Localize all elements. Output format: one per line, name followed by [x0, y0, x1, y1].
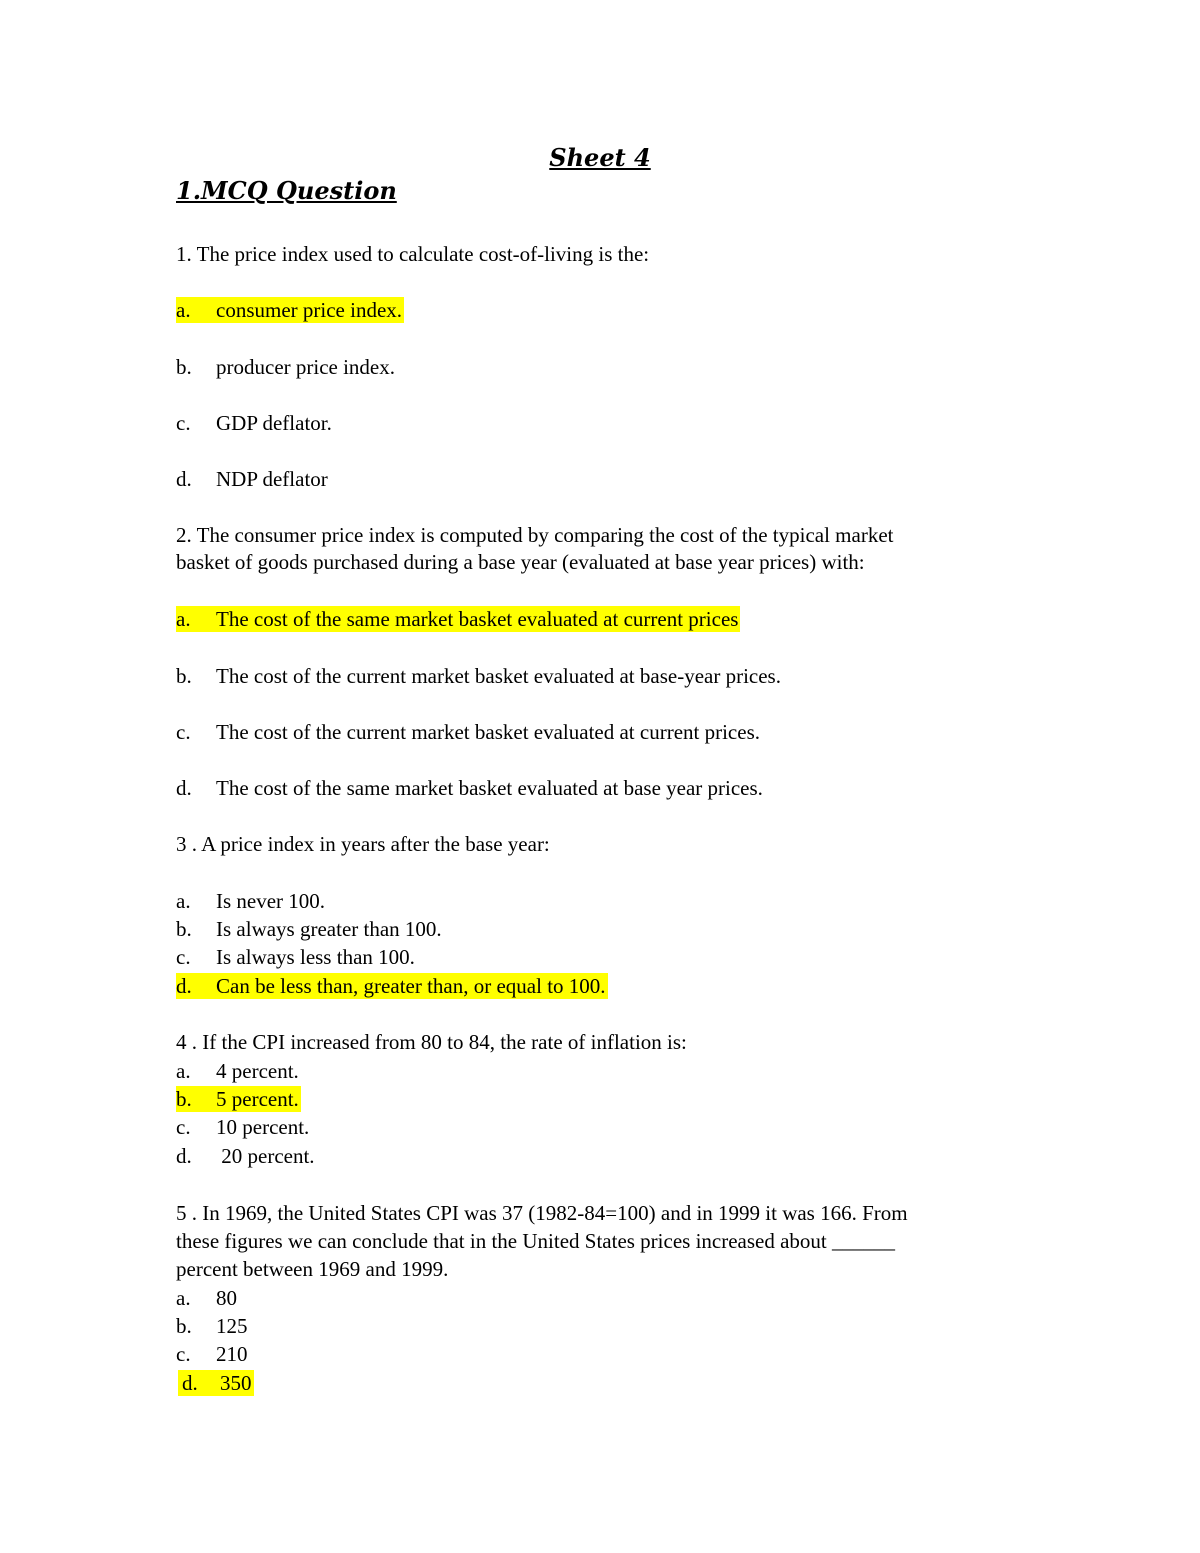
- question-4-stem: 4 . If the CPI increased from 80 to 84, the rate of inflation is:: [176, 1030, 687, 1054]
- option-text: The cost of the same market basket evaluated at current prices: [216, 607, 739, 631]
- option-text: 125: [216, 1314, 248, 1338]
- option-letter: d.: [176, 776, 192, 800]
- option-text: Is always less than 100.: [216, 945, 415, 969]
- option-letter: d.: [176, 467, 192, 491]
- option-text: 4 percent.: [216, 1059, 299, 1083]
- option-text: producer price index.: [216, 355, 396, 379]
- option-letter: c.: [176, 1115, 191, 1139]
- section-heading: 1.MCQ Question: [176, 176, 397, 205]
- option-text: 350: [220, 1371, 252, 1395]
- question-5-stem-line-1: 5 . In 1969, the United States CPI was 37 (1982-84=100) and in 1999 it was 166. From: [176, 1201, 908, 1225]
- option-text: Can be less than, greater than, or equal to 100.: [216, 974, 606, 998]
- question-5-option-a: [176, 1285, 237, 1311]
- option-text: 20 percent.: [216, 1144, 315, 1168]
- option-letter: b.: [176, 1087, 192, 1111]
- option-text: 80: [216, 1286, 237, 1310]
- question-2-option-c: [176, 719, 760, 745]
- option-letter: c.: [176, 720, 191, 744]
- option-text: The cost of the current market basket evaluated at current prices.: [216, 720, 761, 744]
- question-1-option-d: [176, 466, 328, 492]
- option-letter: b.: [176, 1314, 192, 1338]
- option-text: 5 percent.: [216, 1087, 299, 1111]
- question-3-option-d: [176, 973, 608, 999]
- question-2-stem-line-2: basket of goods purchased during a base year (evaluated at base year prices) with:: [176, 550, 865, 574]
- option-letter: d.: [176, 1144, 192, 1168]
- question-5-option-b: [176, 1313, 248, 1339]
- option-letter: c.: [176, 411, 191, 435]
- option-text: Is never 100.: [216, 889, 326, 913]
- question-4-option-c: [176, 1114, 309, 1140]
- option-text: Is always greater than 100.: [216, 917, 442, 941]
- option-letter: c.: [176, 945, 191, 969]
- option-letter: b.: [176, 355, 192, 379]
- option-text: 210: [216, 1342, 248, 1366]
- option-letter: a.: [176, 298, 191, 322]
- question-3-stem: 3 . A price index in years after the base year:: [176, 832, 550, 856]
- option-letter: c.: [176, 1342, 191, 1366]
- option-text: consumer price index.: [216, 298, 403, 322]
- option-letter: a.: [176, 607, 191, 631]
- option-text: 10 percent.: [216, 1115, 310, 1139]
- option-text: GDP deflator.: [216, 411, 332, 435]
- question-5-stem-line-3: percent between 1969 and 1999.: [176, 1257, 449, 1281]
- question-1-option-b: [176, 354, 395, 380]
- option-letter: d.: [176, 974, 192, 998]
- option-letter: b.: [176, 917, 192, 941]
- question-5-option-c: [176, 1341, 248, 1367]
- option-letter: a.: [176, 1286, 191, 1310]
- question-2-option-d: [176, 775, 763, 801]
- question-2-stem-line-1: 2. The consumer price index is computed by comparing the cost of the typical market: [176, 523, 894, 547]
- option-letter: a.: [176, 1059, 191, 1083]
- question-5-stem-line-2: these figures we can conclude that in the United States prices increased about ______: [176, 1229, 896, 1253]
- question-3-option-a: [176, 888, 325, 914]
- question-4-option-a: [176, 1058, 299, 1084]
- option-letter: b.: [176, 664, 192, 688]
- question-4-option-b: [176, 1086, 301, 1112]
- option-text: NDP deflator: [216, 467, 328, 491]
- option-letter: d.: [182, 1371, 198, 1395]
- question-5-option-d: [178, 1370, 254, 1396]
- question-2-option-b: [176, 663, 781, 689]
- question-1-option-a: [176, 297, 404, 323]
- option-text: The cost of the same market basket evaluated at base year prices.: [216, 776, 763, 800]
- question-2-option-a: [176, 606, 740, 632]
- question-4-option-d: [176, 1143, 315, 1169]
- question-1-option-c: [176, 410, 332, 436]
- question-3-option-b: [176, 916, 442, 942]
- option-text: The cost of the current market basket evaluated at base-year prices.: [216, 664, 781, 688]
- option-letter: a.: [176, 889, 191, 913]
- sheet-title: Sheet 4: [549, 143, 651, 172]
- question-3-option-c: [176, 944, 415, 970]
- question-1-stem: 1. The price index used to calculate cost-of-living is the:: [176, 242, 650, 266]
